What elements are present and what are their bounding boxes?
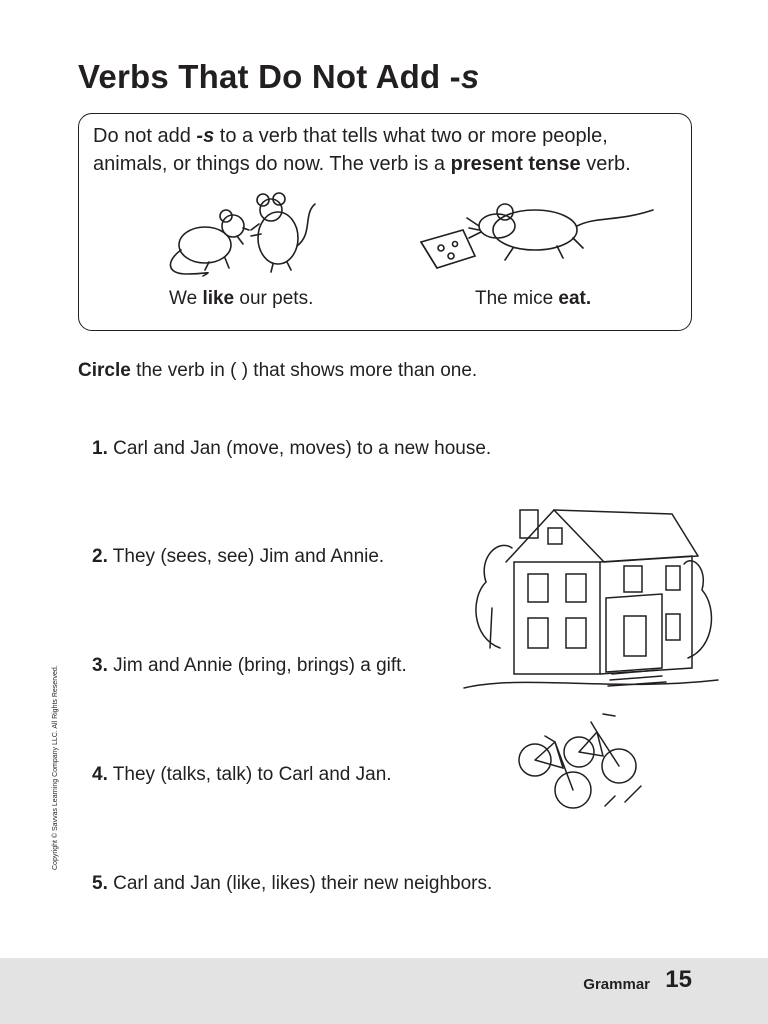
exercise-item-3[interactable]: 3. Jim and Annie (bring, brings) a gift. (92, 655, 407, 676)
exercise-item-2[interactable]: 2. They (sees, see) Jim and Annie. (92, 546, 385, 567)
example-sentence-1: We like our pets. (169, 288, 314, 309)
copyright-notice: Copyright © Savvas Learning Company LLC. All Rights Reserved. (52, 665, 59, 870)
mouse-eating-cheese-illustration (417, 186, 657, 276)
page-title: Verbs That Do Not Add -s (78, 58, 480, 95)
example-sentence-2: The mice eat. (475, 288, 592, 309)
rule-box (78, 113, 692, 331)
exercise-item-4[interactable]: 4. They (talks, talk) to Carl and Jan. (92, 764, 392, 785)
bicycles-illustration (515, 706, 645, 818)
page-number: 15 (665, 966, 692, 993)
footer-section-label: Grammar (583, 976, 650, 993)
two-mice-illustration (163, 190, 323, 280)
house-illustration (462, 498, 720, 698)
exercise-item-5[interactable]: 5. Carl and Jan (like, likes) their new neighbors. (92, 873, 493, 894)
footer-band (0, 958, 768, 1024)
directions: Circle the verb in ( ) that shows more than one. (78, 360, 478, 381)
rule-text: Do not add -s to a verb that tells what two or more people, animals, or things do now. The verb is a present tense verb. (93, 125, 631, 175)
exercise-item-1[interactable]: 1. Carl and Jan (move, moves) to a new house. (92, 438, 492, 459)
